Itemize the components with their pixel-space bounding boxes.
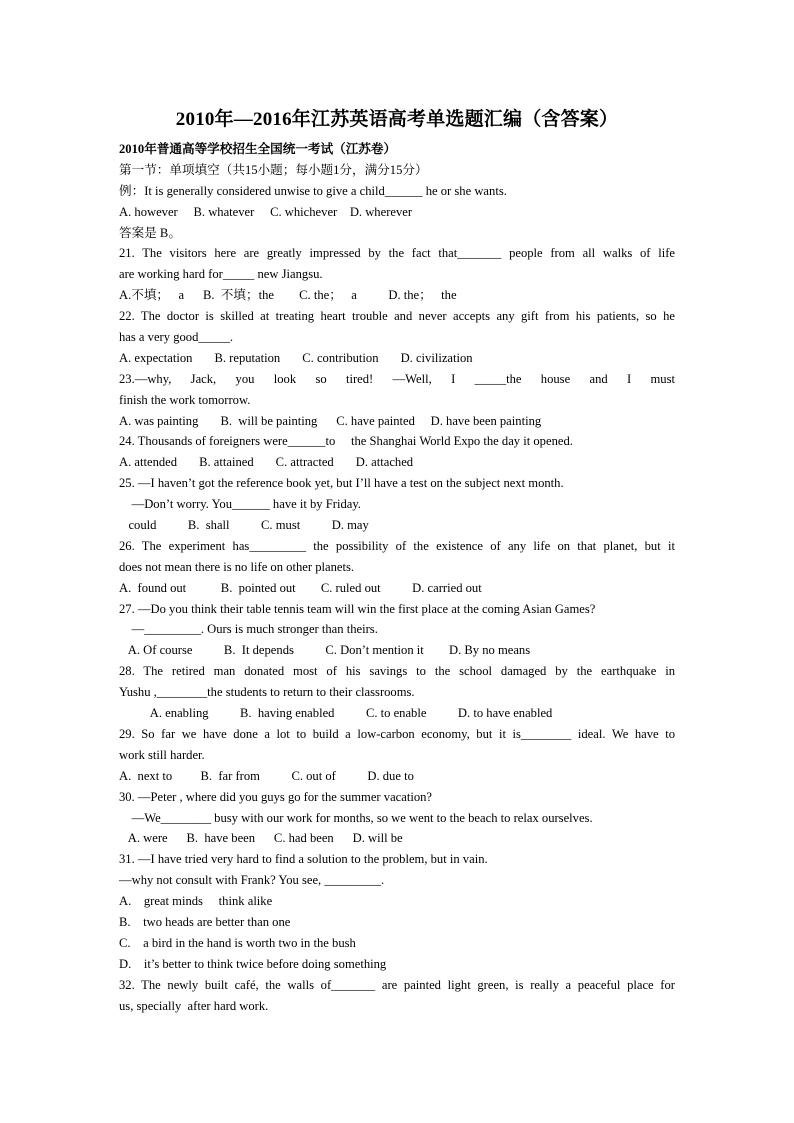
- text-line: A. expectation B. reputation C. contribution D. civilization: [119, 350, 473, 365]
- text-line: 21. The visitors here are greatly impressed by the fact that_______ people from all walks of life: [119, 246, 675, 261]
- text-line: D. it’s better to think twice before doing something: [119, 956, 387, 971]
- text-line: A. next to B. far from C. out of D. due to: [119, 768, 414, 783]
- document-body: [119, 139, 675, 1016]
- text-line: are working hard for_____ new Jiangsu.: [119, 267, 323, 282]
- text-line: A. was painting B. will be painting C. have painted D. have been painting: [119, 413, 542, 428]
- text-line: B. two heads are better than one: [119, 914, 291, 929]
- text-line: A. Of course B. It depends C. Don’t mention it D. By no means: [119, 643, 531, 658]
- text-line: A. found out B. pointed out C. ruled out D. carried out: [119, 580, 482, 595]
- text-line: 答案是 B。: [119, 225, 181, 240]
- text-line: —_________. Ours is much stronger than theirs.: [119, 622, 378, 637]
- text-line: 25. —I haven’t got the reference book yet, but I’ll have a test on the subject next month.: [119, 476, 564, 491]
- text-line: 22. The doctor is skilled at treating heart trouble and never accepts any gift from his patients, so he: [119, 309, 675, 324]
- text-line: work still harder.: [119, 747, 205, 762]
- text-line: finish the work tomorrow.: [119, 392, 251, 407]
- document-title: 2010年—2016年江苏英语高考单选题汇编（含答案）: [175, 109, 619, 130]
- text-line: could B. shall C. must D. may: [119, 518, 369, 533]
- text-line: Yushu ,________the students to return to their classrooms.: [119, 685, 415, 700]
- text-line: A. enabling B. having enabled C. to enable D. to have enabled: [119, 706, 553, 721]
- text-line: 例：It is generally considered unwise to give a child______ he or she wants.: [119, 183, 507, 198]
- text-line: —We________ busy with our work for months, so we went to the beach to relax ourselves.: [119, 810, 593, 825]
- text-line: A. however B. whatever C. whichever D. wherever: [119, 204, 413, 219]
- text-line: us, specially after hard work.: [119, 998, 269, 1013]
- text-line: has a very good_____.: [119, 330, 234, 345]
- text-line: A. attended B. attained C. attracted D. attached: [119, 455, 414, 470]
- text-line: 24. Thousands of foreigners were______to the Shanghai World Expo the day it opened.: [119, 434, 573, 449]
- text-line: —Don’t worry. You______ have it by Friday.: [119, 497, 361, 512]
- text-line: 28. The retired man donated most of his savings to the school damaged by the earthquake in: [119, 664, 675, 679]
- text-line: A. great minds think alike: [119, 894, 273, 909]
- text-line: 32. The newly built café, the walls of_______ are painted light green, is really a peaceful place for: [119, 977, 675, 992]
- text-line: A.不填； a B. 不填；the C. the； a D. the； the: [119, 288, 457, 303]
- text-line: A. were B. have been C. had been D. will be: [119, 831, 403, 846]
- text-line: does not mean there is no life on other planets.: [119, 559, 355, 574]
- text-line: C. a bird in the hand is worth two in the bush: [119, 935, 356, 950]
- section-heading: 2010年普通高等学校招生全国统一考试（江苏卷）: [119, 142, 397, 156]
- text-line: 23.—why, Jack, you look so tired! —Well, I _____the house and I must: [119, 371, 675, 386]
- text-line: 27. —Do you think their table tennis team will win the first place at the coming Asian Games?: [119, 601, 596, 616]
- text-line: —why not consult with Frank? You see, _________.: [119, 873, 385, 888]
- text-line: 29. So far we have done a lot to build a low-carbon economy, but it is________ ideal. We have to: [119, 726, 675, 741]
- text-line: 31. —I have tried very hard to find a solution to the problem, but in vain.: [119, 852, 488, 867]
- text-line: 26. The experiment has_________ the possibility of the existence of any life on that planet, but it: [119, 538, 675, 553]
- text-line: 30. —Peter , where did you guys go for the summer vacation?: [119, 789, 433, 804]
- text-line: 第一节：单项填空（共15小题；每小题1分，满分15分）: [119, 162, 428, 177]
